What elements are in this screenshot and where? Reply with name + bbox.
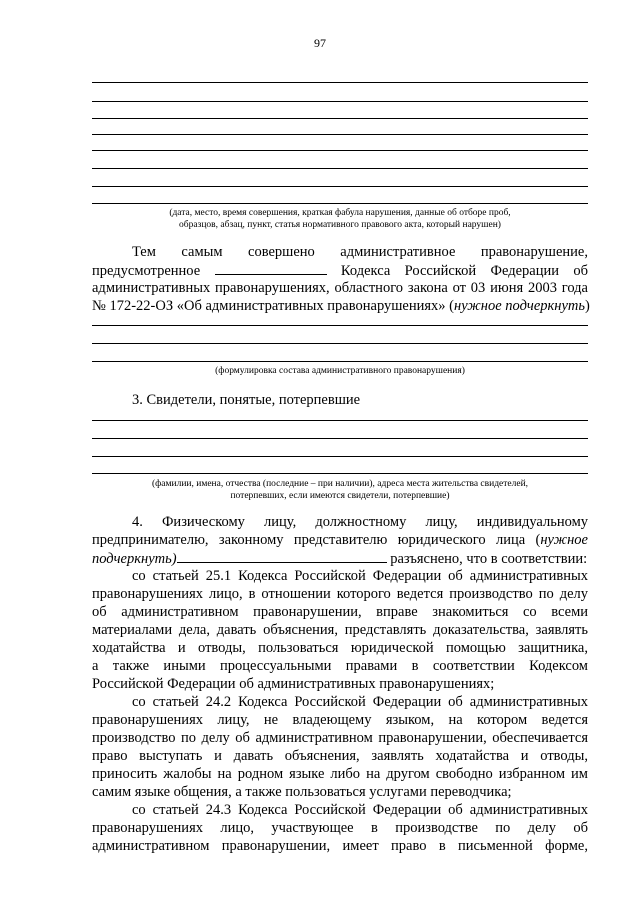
p3-line: административном правонарушении, имеет право в письменной форме, [92,838,588,854]
p1-line: правонарушениях лицо, в отношении которого ведется производство по делу [92,586,588,602]
witnesses-caption: (фамилии, имена, отчества (последние – при наличии), адреса места жительства свидетелей, потерпевших, если имеются свидетели, потерпевшие) [151,479,529,501]
blank-line[interactable] [92,343,588,344]
blank-line[interactable] [92,82,588,83]
p2-line: приносить жалобы на родном языке либо на другом свободно избранном им [92,766,588,782]
offense-line-4: № 172-22-ОЗ «Об административных правонарушениях» (нужное подчеркнуть) [92,298,590,314]
section4-line-3: подчеркнуть) разъяснено, что в соответствии: [92,551,588,567]
blank-line[interactable] [92,150,588,151]
person-blank[interactable] [177,550,387,563]
blank-line[interactable] [92,438,588,439]
offense-line-1: Тем самым совершено административное правонарушение, [132,244,588,260]
offense-caption: (формулировка состава административного правонарушения) [215,366,465,376]
section3-title: 3. Свидетели, понятые, потерпевшие [132,392,361,408]
blank-line[interactable] [92,420,588,421]
blank-line[interactable] [92,168,588,169]
p1-line: ходатайства и отводы, пользоваться юридической помощью защитника, [92,640,588,656]
p2-line: право выступать и давать объяснения, заявлять ходатайства и отводы, [92,748,588,764]
blank-line[interactable] [92,456,588,457]
p1-line: материалами дела, давать объяснения, представлять доказательства, заявлять [92,622,588,638]
p1-line: об административном правонарушении, вправе знакомиться со всеми [92,604,588,620]
offense-line-3: административных правонарушениях, областного закона от 03 июня 2003 года [92,280,588,296]
p3-line: правонарушениях лицо, участвующее в производстве по делу об [92,820,588,836]
p2-line: со статьей 24.2 Кодекса Российской Федерации об административных [132,694,588,710]
offense-line-2: предусмотренное Кодекса Российской Федерации об [92,263,588,279]
section4-line-1: 4. Физическому лицу, должностному лицу, индивидуальному [132,514,589,530]
event-caption: (дата, место, время совершения, краткая фабула нарушения, данные об отборе проб, образцов, абзац, пункт, статья нормативного правового акта, который нарушен) [169,208,511,230]
blank-line[interactable] [92,101,588,102]
p1-line: Российской Федерации об административных правонарушениях; [92,676,495,692]
p1-line: со статьей 25.1 Кодекса Российской Федерации об административных [132,568,588,584]
blank-line[interactable] [92,473,588,474]
section4-line-2: предпринимателю, законному представителю юридического лица (нужное [92,532,588,548]
page-number: 97 [314,36,326,50]
p2-line: самим языке общения, а также пользоваться услугами переводчика; [92,784,512,800]
blank-line[interactable] [92,134,588,135]
blank-line[interactable] [92,118,588,119]
p3-line: со статьей 24.3 Кодекса Российской Федерации об административных [132,802,588,818]
blank-line[interactable] [92,186,588,187]
p2-line: производство по делу об административном правонарушении, обеспечивается [92,730,588,746]
p2-line: правонарушениях лицу, не владеющему языком, на котором ведется [92,712,588,728]
p1-line: а также иными процессуальными правами в соответствии Кодексом [92,658,588,674]
article-blank[interactable] [215,262,327,275]
blank-line[interactable] [92,325,588,326]
blank-line[interactable] [92,203,588,204]
blank-line[interactable] [92,361,588,362]
